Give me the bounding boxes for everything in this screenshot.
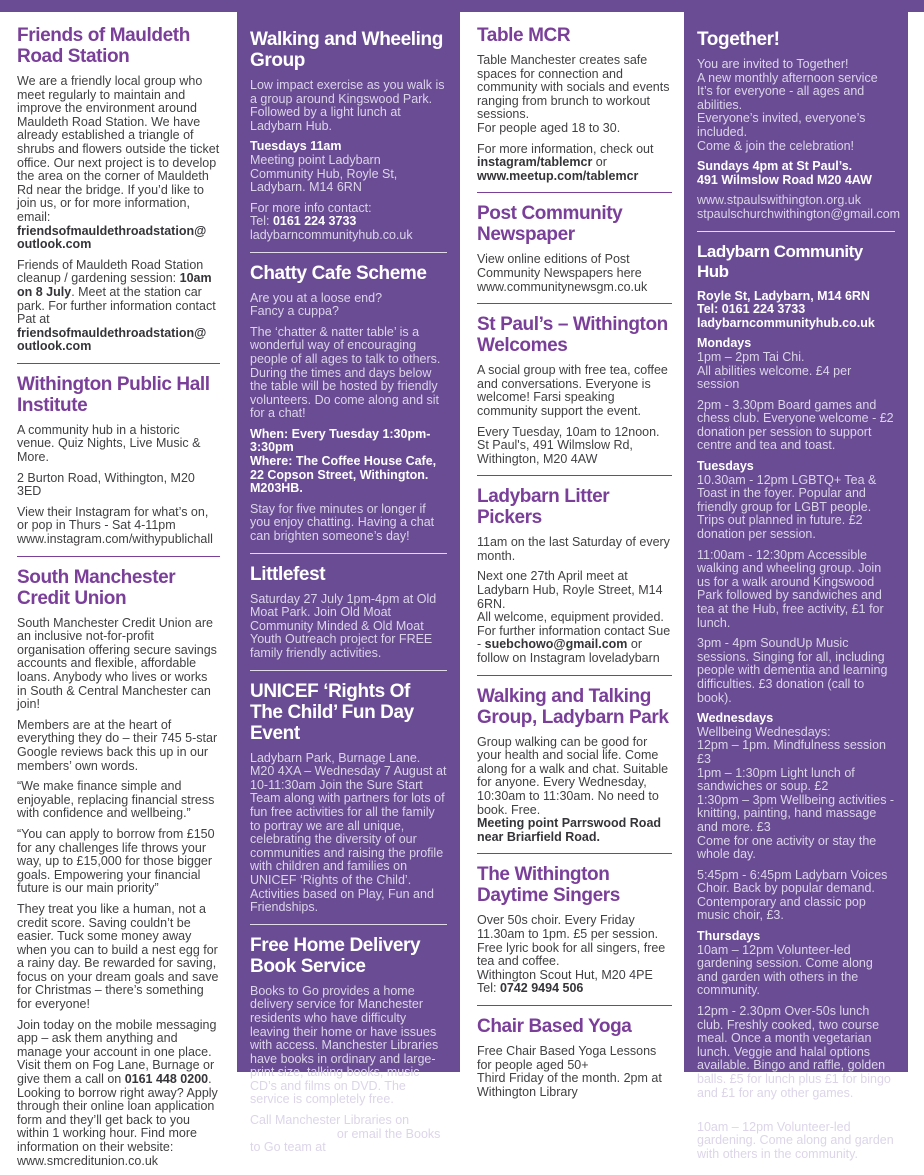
paragraph: Mondays 1pm – 2pm Tai Chi. All abilities welcome. £4 per session <box>697 336 852 392</box>
paragraph: 3pm - 4pm SoundUp Music sessions. Singing for all, including people with dementia and learning difficulties. £3 donation (call to book). <box>697 636 888 705</box>
paragraph: Saturday 27 July 1pm-4pm at Old Moat Park. Join Old Moat Community Minded & Old Moat Youth Outreach project for FREE family friendly activities. <box>250 591 437 660</box>
paragraph: Low impact exercise as you walk is a group around Kingswood Park. Followed by a light lunch at Ladybarn Hub. <box>250 78 445 133</box>
paragraph: For more info contact: Tel: 0161 224 3733 ladybarncommunityhub.co.uk <box>250 200 413 242</box>
section-title: Friends of Mauldeth Road Station <box>17 25 190 67</box>
section-title: Walking and Talking Group, Ladybarn Park <box>477 685 669 728</box>
newsletter-column-2 <box>237 12 460 1168</box>
columns <box>0 12 924 1175</box>
paragraph: Tuesdays 10.30am - 12pm LGBTQ+ Tea & Toast in the foyer. Popular and friendly group for LGBT people. Trips out planned in future. £2 donation per session. <box>697 459 877 542</box>
paragraph: “You can apply to borrow from £150 for any challenges life throws your way, up to £15,000 for those bigger goals. Empowering your financial future is our main priority” <box>17 826 215 896</box>
paragraph: Thursdays 10am – 12pm Volunteer-led gardening session. Come along and garden with others in the community. <box>697 929 873 998</box>
paragraph: Group walking can be good for your health and social life. Come along for a walk and chat. Suitable for anyone. Every Wednesday, 10:30am to 11:30am. No need to book. Free. Meeting point Parrswood Road near Briarfield Road. <box>477 734 669 844</box>
paragraph: Next one 27th April meet at Ladybarn Hub, Royle Street, M14 6RN. All welcome, equipment provided. For further information contact Sue - suebchowo@gmail.com or follow on Instagram loveladybarn <box>477 569 671 666</box>
paragraph: When: Every Tuesday 1:30pm-3:30pm Where: The Coffee House Cafe, 22 Copson Street, Withington. M203HB. <box>250 426 437 496</box>
newsletter-column-4 <box>684 12 908 1161</box>
paragraph: www.stpaulswithington.org.uk stpaulschurchwithington@gmail.com <box>697 193 901 221</box>
paragraph: 11am on the last Saturday of every month. <box>477 535 670 563</box>
section-divider <box>250 252 447 253</box>
section-title: Withington Public Hall Institute <box>17 373 210 416</box>
paragraph: Over 50s choir. Every Friday 11.30am to 1pm. £5 per session. Free lyric book for all singers, free tea and coffee. Withington Scout Hut, M20 4PE Tel: 0742 9494 506 <box>477 913 666 996</box>
paragraph: Stay for five minutes or longer if you enjoy chatting. Having a chat can brighten someone’s day! <box>250 501 435 544</box>
paragraph: A social group with free tea, coffee and conversations. Everyone is welcome! Farsi speaking community support the event. <box>477 363 668 418</box>
top-accent-bar <box>0 0 924 12</box>
section-title: UNICEF ‘Rights Of The Child’ Fun Day Event <box>250 680 414 744</box>
paragraph: Members are at the heart of everything they do – their 745 5-star Google reviews back this up in our members’ own words. <box>17 717 218 773</box>
paragraph: 2 Burton Road, Withington, M20 3ED <box>17 470 195 499</box>
section-title: Table MCR <box>477 25 571 46</box>
section-title: Ladybarn Litter Pickers <box>477 486 610 529</box>
paragraph: Ladybarn Park, Burnage Lane. M20 4XA – Wednesday 7 August at 10-11:30am Join the Sure Start Team along with partners for lots of fun free activities for all the family to portray we are all unique, celebrating the diversity of our communities and raising the profile with children and families on UNICEF ‘Rights of the Child’. Activities based on Play, Fun and Friendships. <box>250 750 447 915</box>
paragraph: View their Instagram for what’s on, or pop in Thurs - Sat 4-11pm www.instagram.com/withypublichall <box>17 504 213 547</box>
section-title: Together! <box>697 29 780 50</box>
paragraph: Saturdays 10am – 12pm Volunteer-led gardening. Come along and garden with others in the community. <box>697 1106 894 1161</box>
section-divider <box>477 192 672 193</box>
section-divider <box>477 475 672 476</box>
section-title: Free Home Delivery Book Service <box>250 934 421 977</box>
paragraph: A community hub in a historic venue. Quiz Nights, Live Music & More. <box>17 422 201 465</box>
paragraph: Join today on the mobile messaging app – ask them anything and manage your account in one place. Visit them on Fog Lane, Burnage or give them a call on 0161 448 0200. Looking to borrow right away? Apply through their online loan application form and they’ll get back to you within 1 working hour. Find more information on their website: www.smcreditunion.co.uk <box>17 1017 218 1168</box>
section-divider <box>697 231 895 232</box>
section-divider <box>477 675 672 676</box>
section-divider <box>17 556 220 557</box>
paragraph: “We make finance simple and enjoyable, replacing financial stress with confidence and wellbeing.” <box>17 779 215 821</box>
paragraph: Are you at a loose end? Fancy a cuppa? <box>250 290 383 319</box>
newsletter-column-3 <box>468 12 684 1106</box>
section-divider <box>477 853 672 854</box>
section-title: South Manchester Credit Union <box>17 566 176 609</box>
paragraph: Free Chair Based Yoga Lessons for people aged 50+ Third Friday of the month. 2pm at Withington Library <box>477 1043 662 1099</box>
paragraph: South Manchester Credit Union are an inclusive not-for-profit organisation offering secure savings accounts and flexible, affordable loans. Anybody who lives or works in South & Central Manchester can join! <box>17 615 217 712</box>
section-title: Chair Based Yoga <box>477 1015 632 1037</box>
section-divider <box>250 924 447 925</box>
paragraph: View online editions of Post Community Newspapers here www.communitynewsgm.co.uk <box>477 252 648 294</box>
section-title: Walking and Wheeling Group <box>250 29 443 71</box>
section-title: Post Community Newspaper <box>477 203 623 246</box>
paragraph: Table Manchester creates safe spaces for connection and community with socials and events ranging from brunch to workout sessions. For people aged 18 to 30. <box>477 53 670 135</box>
paragraph: 5:45pm - 6:45pm Ladybarn Voices Choir. Back by popular demand. Contemporary and classic pop music choir, £3. <box>697 867 888 923</box>
paragraph: Every Tuesday, 10am to 12noon. St Paul's, 491 Wilmslow Rd, Withington, M20 4AW <box>477 424 660 466</box>
section-divider <box>477 1005 672 1006</box>
paragraph: Books to Go provides a home delivery service for Manchester residents who have difficulty leaving their home or have issues with access. Manchester Libraries have books in ordinary and large-print size, talking books, music CD’s and films on DVD. The service is completely free. <box>250 983 439 1107</box>
section-title: Ladybarn Community Hub <box>697 241 863 281</box>
section-title: St Paul’s – Withington Welcomes <box>477 314 668 357</box>
section-divider <box>250 670 447 671</box>
paragraph: The ‘chatter & natter table’ is a wonderful way of encouraging people of all ages to talk to others. During the times and days below the table will be hosted by friendly volunteers. Do come along and sit for a chat! <box>250 324 441 421</box>
paragraph: Friends of Mauldeth Road Station cleanup / gardening session: 10am on 8 July. Meet at the station car park. For further information contact Pat at friendsofmauldethroadstation@ outlook.com <box>17 257 216 354</box>
paragraph: 2pm - 3.30pm Board games and chess club. Everyone welcome - £2 donation per session to support centre and tea and toast. <box>697 397 894 453</box>
paragraph: For more information, check out instagram/tablemcr or www.meetup.com/tablemcr <box>477 141 654 183</box>
paragraph: Royle St, Ladybarn, M14 6RN Tel: 0161 224 3733 ladybarncommunityhub.co.uk <box>697 288 875 330</box>
section-title: The Withington Daytime Singers <box>477 864 620 907</box>
paragraph: Call Manchester Libraries on 0161 227 3800 or email the Books to Go team at bookstogo@manchester.gov.uk <box>250 1113 441 1168</box>
paragraph: Wednesdays Wellbeing Wednesdays: 12pm – 1pm. Mindfulness session £3 1pm – 1:30pm Light lunch of sandwiches or soup. £2 1:30pm – 3pm Wellbeing activities - knitting, painting, hand massage and more. £3 Come for one activity or stay the whole day. <box>697 711 895 862</box>
paragraph: 11:00am - 12:30pm Accessible walking and wheeling group. Join us for a walk around Kingswood Park followed by sandwiches and tea at the Hub, free activity, £1 for lunch. <box>697 547 884 630</box>
section-divider <box>477 303 672 304</box>
paragraph: They treat you like a human, not a credit score. Saving couldn’t be easier. Tuck some money away when you can to build a nest egg for a rainy day. Be rewarded for saving, focus on your dream goals and save for Christmas – there’s something for everyone! <box>17 901 219 1012</box>
paragraph: We are a friendly local group who meet regularly to maintain and improve the environment around Mauldeth Road Station. We have already established a triangle of shrubs and flowers outside the ticket office. Our next project is to develop the area on the corner of Mauldeth Rd near the bridge. If you’d like to join us, or for more information, email: friendsofmauldethroadstation@ outlook.com <box>17 74 220 252</box>
section-divider <box>17 363 220 364</box>
section-title: Chatty Cafe Scheme <box>250 262 427 284</box>
paragraph: 12pm - 2.30pm Over-50s lunch club. Freshly cooked, two course meal. Once a month vegetarian lunch. Veggie and halal options available. Bingo and raffle, golden balls. £5 for lunch plus £1 for bingo and £1 for any other games. <box>697 1004 891 1100</box>
paragraph: Tuesdays 11am Meeting point Ladybarn Community Hub, Royle St, Ladybarn. M14 6RN <box>250 139 398 195</box>
newsletter-column-1 <box>8 12 232 1175</box>
paragraph: Sundays 4pm at St Paul’s. 491 Wilmslow Road M20 4AW <box>697 159 872 187</box>
paragraph: You are invited to Together! A new monthly afternoon service It’s for everyone - all ages and abilities. Everyone’s invited, everyone’s included. Come & join the celebration! <box>697 57 878 153</box>
section-divider <box>250 553 447 554</box>
section-title: Littlefest <box>250 563 326 585</box>
